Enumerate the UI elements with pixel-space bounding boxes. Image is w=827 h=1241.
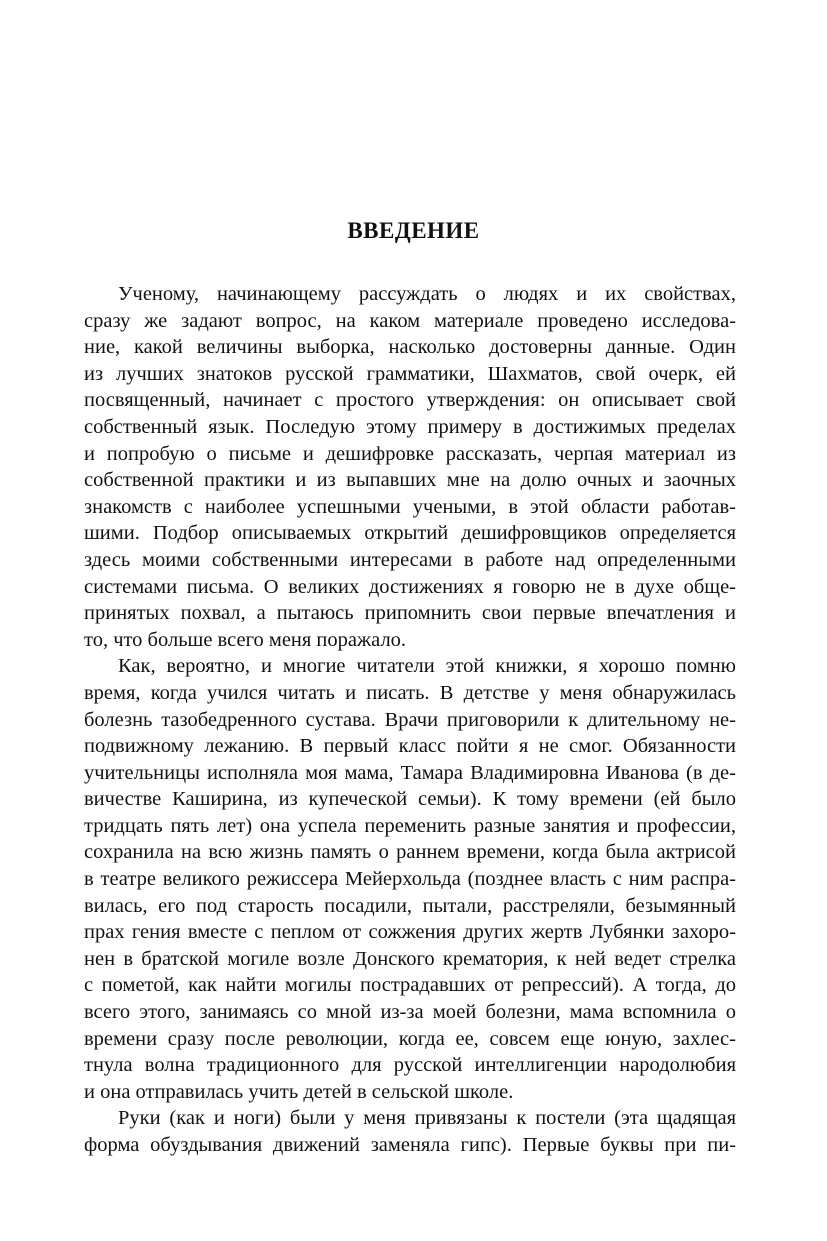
text-line: то, что больше всего меня поражало. — [84, 628, 407, 651]
chapter-title: ВВЕДЕНИЕ — [347, 218, 480, 243]
text-line: учительницы исполняла моя мама, Тамара Владимировна Иванова (в де- — [84, 761, 736, 784]
text-line: всего этого, занимаясь со мной из-за моей болезни, мама вспомнила о — [84, 1001, 736, 1024]
text-line: принятых похвал, а пытаюсь припомнить свои первые впечатления и — [84, 602, 736, 625]
text-line: форма обуздывания движений заменяла гипс). Первые буквы при пи- — [84, 1134, 736, 1156]
text-line: тридцать пять лет) она успела переменить разные занятия и профессии, — [84, 814, 736, 837]
text-line: посвященный, начинает с простого утверждения: он описывает свой — [84, 389, 736, 412]
text-line: шими. Подбор описываемых открытий дешифровщиков определяется — [84, 522, 736, 545]
text-line: болезнь тазобедренного сустава. Врачи приговорили к длительному не- — [84, 708, 736, 731]
text-line: Как, вероятно, и многие читатели этой книжки, я хорошо помню — [118, 655, 736, 678]
text-line: знакомств с наиболее успешными учеными, в этой области работав- — [84, 495, 736, 518]
text-line: здесь моими собственными интересами в работе над определенными — [84, 548, 736, 571]
text-line: Ученому, начинающему рассуждать о людях и их свойствах, — [118, 283, 736, 305]
text-line: вилась, его под старость посадили, пытали, расстреляли, безымянный — [84, 894, 736, 917]
body-text — [84, 281, 736, 1159]
text-line: собственной практики и из выпавших мне на долю очных и заочных — [84, 469, 736, 492]
text-line: нен в братской могиле возле Донского крематория, к ней ведет стрелка — [84, 947, 736, 970]
text-line: вичестве Каширина, из купеческой семьи). К тому времени (ей было — [84, 788, 736, 811]
text-line: и попробую о письме и дешифровке рассказать, черпая материал из — [84, 442, 736, 465]
text-line: тнула волна традиционного для русской интеллигенции народолюбия — [84, 1054, 736, 1077]
text-line: подвижному лежанию. В первый класс пойти я не смог. Обязанности — [84, 735, 736, 758]
text-line: с пометой, как найти могилы пострадавших от репрессий). А тогда, до — [84, 974, 736, 997]
text-line: сохранила на всю жизнь память о раннем времени, когда была актрисой — [84, 841, 736, 864]
text-line: системами письма. О великих достижениях я говорю не в духе обще- — [84, 575, 736, 598]
text-line: прах гения вместе с пеплом от сожжения других жертв Лубянки захоро- — [84, 921, 736, 944]
text-line: Руки (как и ноги) были у меня привязаны к постели (эта щадящая — [118, 1107, 736, 1130]
text-line: сразу же задают вопрос, на каком материале проведено исследова- — [84, 309, 736, 332]
text-line: и она отправилась учить детей в сельской школе. — [84, 1080, 514, 1103]
text-line: времени сразу после революции, когда ее, совсем еще юную, захлес- — [84, 1027, 736, 1050]
text-line: ние, какой величины выборка, насколько достоверны данные. Один — [84, 336, 736, 359]
text-line: в театре великого режиссера Мейерхольда (позднее власть с ним распра- — [84, 868, 736, 891]
text-line: из лучших знатоков русской грамматики, Шахматов, свой очерк, ей — [84, 362, 736, 385]
text-line: время, когда учился читать и писать. В детстве у меня обнаружилась — [84, 681, 736, 704]
text-line: собственный язык. Последую этому примеру в достижимых пределах — [84, 415, 736, 438]
